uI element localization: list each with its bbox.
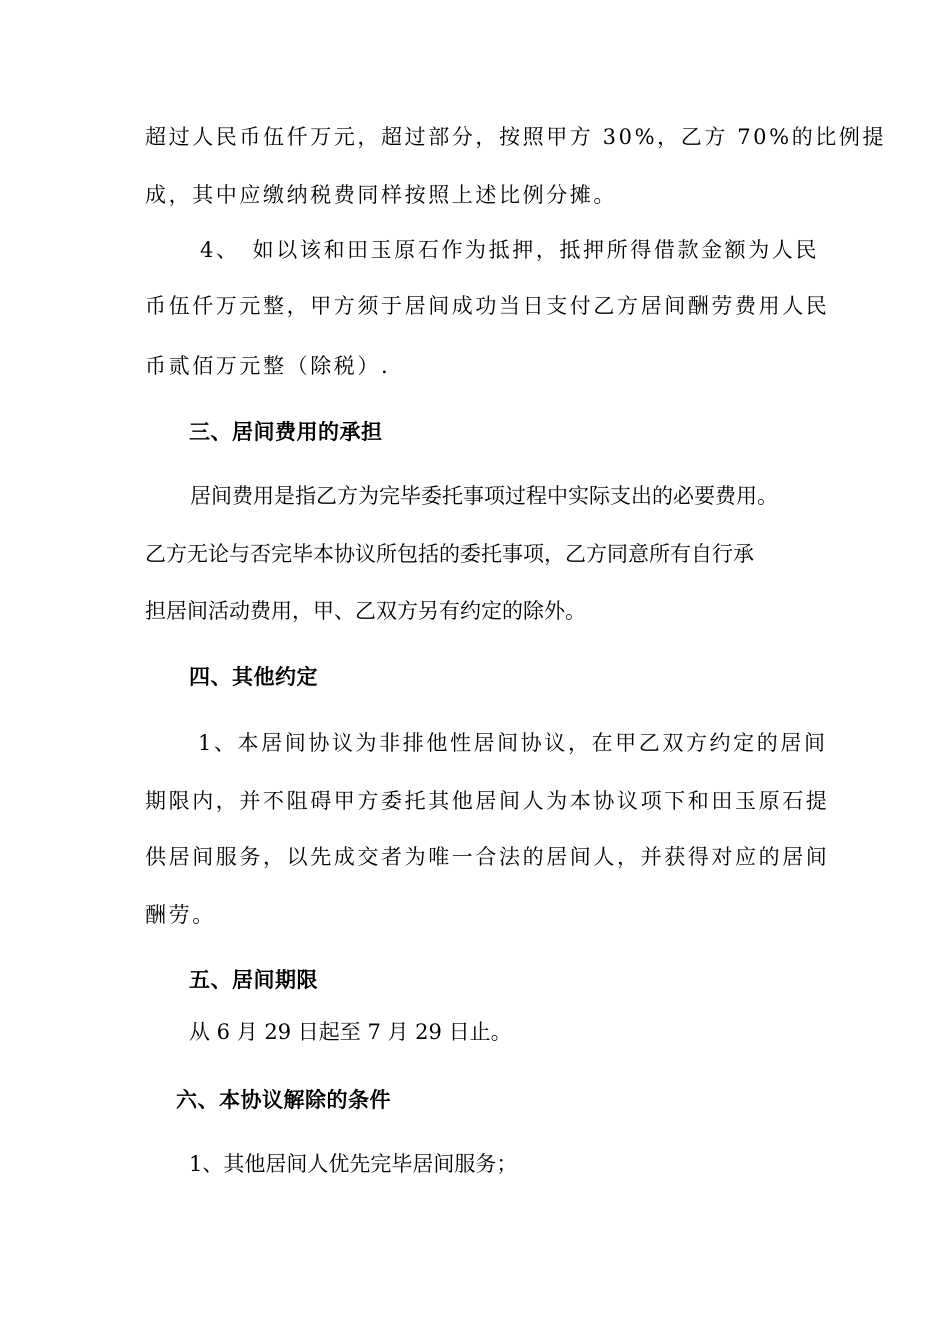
body-text-line: 币贰佰万元整（除税）. bbox=[145, 354, 391, 378]
body-text-line: 乙方无论与否完毕本协议所包括的委托事项，乙方同意所有自行承 bbox=[145, 542, 754, 566]
body-text-line: 担居间活动费用，甲、乙双方另有约定的除外。 bbox=[145, 599, 586, 623]
body-text-line: 供居间服务，以先成交者为唯一合法的居间人，并获得对应的居间 bbox=[145, 845, 830, 869]
body-text-line: 1、本居间协议为非排他性居间协议，在甲乙双方约定的居间 bbox=[198, 731, 828, 755]
section-heading: 六、本协议解除的条件 bbox=[176, 1088, 391, 1112]
body-text-line: 币伍仟万元整，甲方须于居间成功当日支付乙方居间酬劳费用人民 bbox=[145, 294, 830, 318]
body-text-line: 超过人民币伍仟万元，超过部分，按照甲方 30%，乙方 70%的比例提 bbox=[145, 125, 887, 149]
section-heading: 四、其他约定 bbox=[189, 665, 318, 689]
body-text-line: 从 6 月 29 日起至 7 月 29 日止。 bbox=[189, 1020, 512, 1044]
body-text-line: 1、其他居间人优先完毕居间服务； bbox=[189, 1152, 518, 1176]
body-text-line: 酬劳。 bbox=[145, 903, 216, 927]
body-text-line: 成，其中应缴纳税费同样按照上述比例分摊。 bbox=[145, 183, 617, 207]
section-heading: 三、居间费用的承担 bbox=[189, 420, 383, 444]
body-text-line: 期限内，并不阻碍甲方委托其他居间人为本协议项下和田玉原石提 bbox=[145, 789, 830, 813]
body-text-line: 居间费用是指乙方为完毕委托事项过程中实际支出的必要费用。 bbox=[190, 484, 778, 508]
section-heading: 五、居间期限 bbox=[189, 968, 318, 992]
body-text-line: 4、 如以该和田玉原石作为抵押，抵押所得借款金额为人民 bbox=[200, 238, 820, 262]
